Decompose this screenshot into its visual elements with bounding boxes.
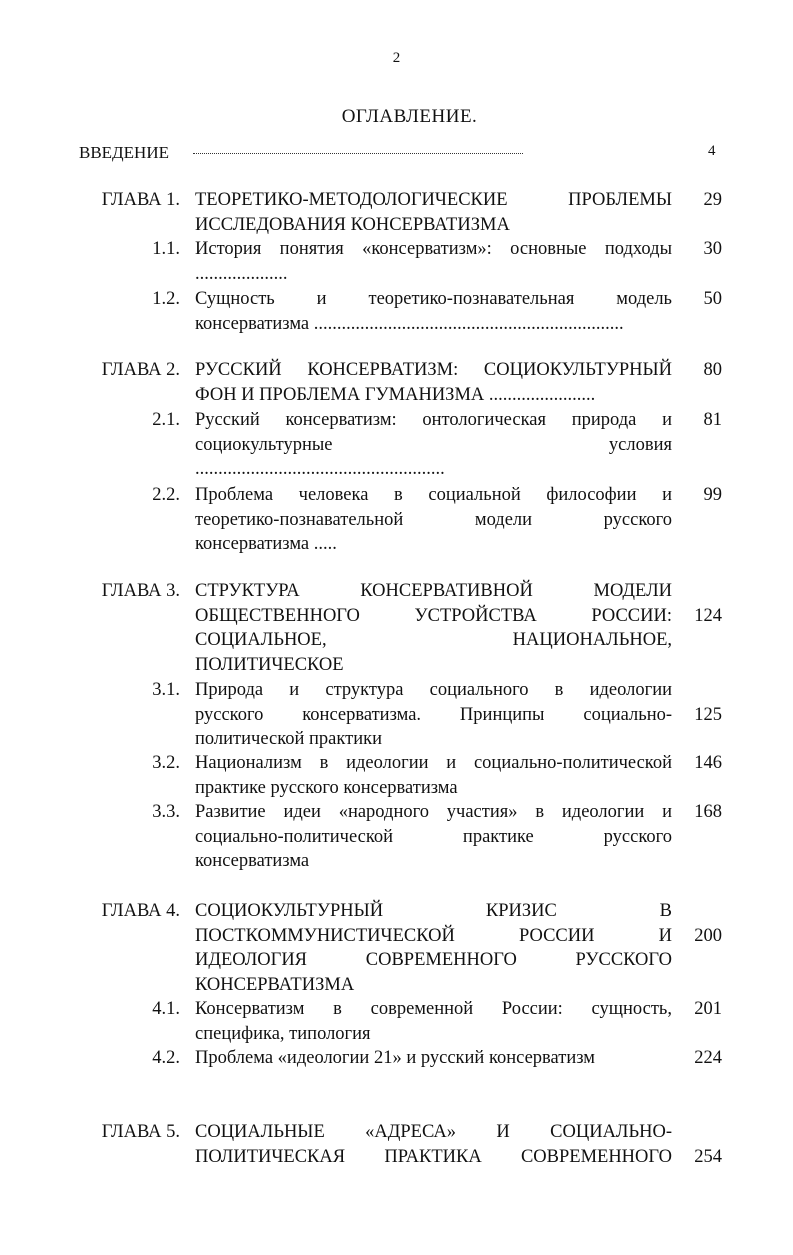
section-page: 125 xyxy=(694,705,722,725)
section-title-line: Национализм в идеологии и социально-политической xyxy=(195,753,672,773)
section-number: 2.1. xyxy=(152,410,180,430)
chapter-title-line: ИДЕОЛОГИЯ СОВРЕМЕННОГО РУССКОГО xyxy=(195,950,672,970)
section-page: 201 xyxy=(694,999,722,1019)
toc-intro-label: ВВЕДЕНИЕ xyxy=(79,143,169,162)
section-number: 3.2. xyxy=(152,753,180,773)
section-title-line: практике русского консерватизма xyxy=(195,777,458,798)
section-title-line: теоретико-познавательной модели русского xyxy=(195,509,672,530)
section-title xyxy=(195,237,672,286)
section-page: 50 xyxy=(703,289,722,309)
chapter-number: ГЛАВА 3. xyxy=(101,581,180,601)
section-title xyxy=(195,1046,672,1071)
chapter-title-line: СОЦИОКУЛЬТУРНЫЙ КРИЗИС В xyxy=(195,901,672,921)
section-page: 81 xyxy=(703,410,722,430)
section-number: 4.2. xyxy=(152,1048,180,1068)
section-title-line: консерватизма xyxy=(195,851,310,871)
chapter-title-line: ОБЩЕСТВЕННОГО УСТРОЙСТВА РОССИИ: xyxy=(195,605,672,626)
section-number: 3.1. xyxy=(152,680,180,700)
section-title-line: Проблема человека в социальной философии и xyxy=(195,485,672,505)
toc-intro-leader xyxy=(193,150,523,154)
section-title-line: русского консерватизма. Принципы социально- xyxy=(195,704,672,725)
section-title-line: социокультурные условия xyxy=(195,434,672,455)
toc-title: ОГЛАВЛЕНИЕ. xyxy=(341,106,478,127)
section-title xyxy=(195,800,672,874)
page-number: 2 xyxy=(392,50,401,66)
chapter-number: ГЛАВА 4. xyxy=(101,901,180,921)
section-number: 2.2. xyxy=(152,485,180,505)
section-page: 224 xyxy=(694,1048,722,1068)
chapter-title-line: ПОЛИТИЧЕСКОЕ xyxy=(195,654,344,675)
chapter-title-line: КОНСЕРВАТИЗМА xyxy=(195,974,355,995)
section-title-line: Проблема «идеологии 21» и русский консерватизм xyxy=(195,1048,595,1068)
section-title xyxy=(195,287,672,336)
chapter-title-line: ИССЛЕДОВАНИЯ КОНСЕРВАТИЗМА xyxy=(195,214,510,235)
section-page: 30 xyxy=(703,239,722,259)
section-title xyxy=(195,678,672,752)
section-title-line: Развитие идеи «народного участия» в идеологии и xyxy=(195,802,672,822)
section-title-line: Русский консерватизм: онтологическая природа и xyxy=(195,410,672,430)
chapter-title-line: РУССКИЙ КОНСЕРВАТИЗМ: СОЦИОКУЛЬТУРНЫЙ xyxy=(195,360,672,380)
section-number: 4.1. xyxy=(152,999,180,1019)
chapter-number: ГЛАВА 1. xyxy=(101,190,180,210)
chapter-title-line: СОЦИАЛЬНОЕ, НАЦИОНАЛЬНОЕ, xyxy=(195,630,672,650)
section-title-line: .................... xyxy=(195,263,288,284)
section-title-line: социально-политической практике русского xyxy=(195,826,672,847)
section-title xyxy=(195,408,672,482)
chapter-title-line: ТЕОРЕТИКО-МЕТОДОЛОГИЧЕСКИЕ ПРОБЛЕМЫ xyxy=(195,190,672,210)
chapter-title xyxy=(195,188,672,237)
chapter-title xyxy=(195,579,672,677)
chapter-title-line: ФОН И ПРОБЛЕМА ГУМАНИЗМА ....................... xyxy=(195,384,596,405)
section-title xyxy=(195,751,672,800)
chapter-number: ГЛАВА 2. xyxy=(101,360,180,380)
section-title-line: политической практики xyxy=(195,729,383,749)
section-page: 168 xyxy=(694,802,722,822)
section-title xyxy=(195,483,672,557)
chapter-title-line: ПОСТКОММУНИСТИЧЕСКОЙ РОССИИ И xyxy=(195,925,672,946)
section-page: 99 xyxy=(703,485,722,505)
section-title-line: Сущность и теоретико-познавательная модель xyxy=(195,289,672,309)
section-title-line: консерватизма ..... xyxy=(195,534,337,554)
section-number: 3.3. xyxy=(152,802,180,822)
section-number: 1.1. xyxy=(152,239,180,259)
section-title-line: История понятия «консерватизм»: основные подходы xyxy=(195,239,672,259)
toc-intro-page: 4 xyxy=(708,143,716,159)
chapter-page: 124 xyxy=(694,606,722,626)
chapter-page: 200 xyxy=(694,926,722,946)
section-title-line: ...................................................... xyxy=(195,459,445,479)
section-number: 1.2. xyxy=(152,289,180,309)
chapter-title-line: СТРУКТУРА КОНСЕРВАТИВНОЙ МОДЕЛИ xyxy=(195,581,672,601)
section-title xyxy=(195,997,672,1046)
section-title-line: Консерватизм в современной России: сущность, xyxy=(195,999,672,1019)
chapter-page: 80 xyxy=(703,360,722,380)
chapter-title-line: СОЦИАЛЬНЫЕ «АДРЕСА» И СОЦИАЛЬНО- xyxy=(195,1122,672,1142)
chapter-title xyxy=(195,899,672,997)
section-title-line: Природа и структура социального в идеологии xyxy=(195,680,672,700)
section-title-line: специфика, типология xyxy=(195,1023,371,1044)
chapter-page: 29 xyxy=(703,190,722,210)
chapter-page: 254 xyxy=(694,1147,722,1167)
chapter-title-line: ПОЛИТИЧЕСКАЯ ПРАКТИКА СОВРЕМЕННОГО xyxy=(195,1146,672,1167)
chapter-title xyxy=(195,1120,672,1169)
chapter-number: ГЛАВА 5. xyxy=(101,1122,180,1142)
section-page: 146 xyxy=(694,753,722,773)
section-title-line: консерватизма ................................................................... xyxy=(195,313,624,334)
chapter-title xyxy=(195,358,672,407)
